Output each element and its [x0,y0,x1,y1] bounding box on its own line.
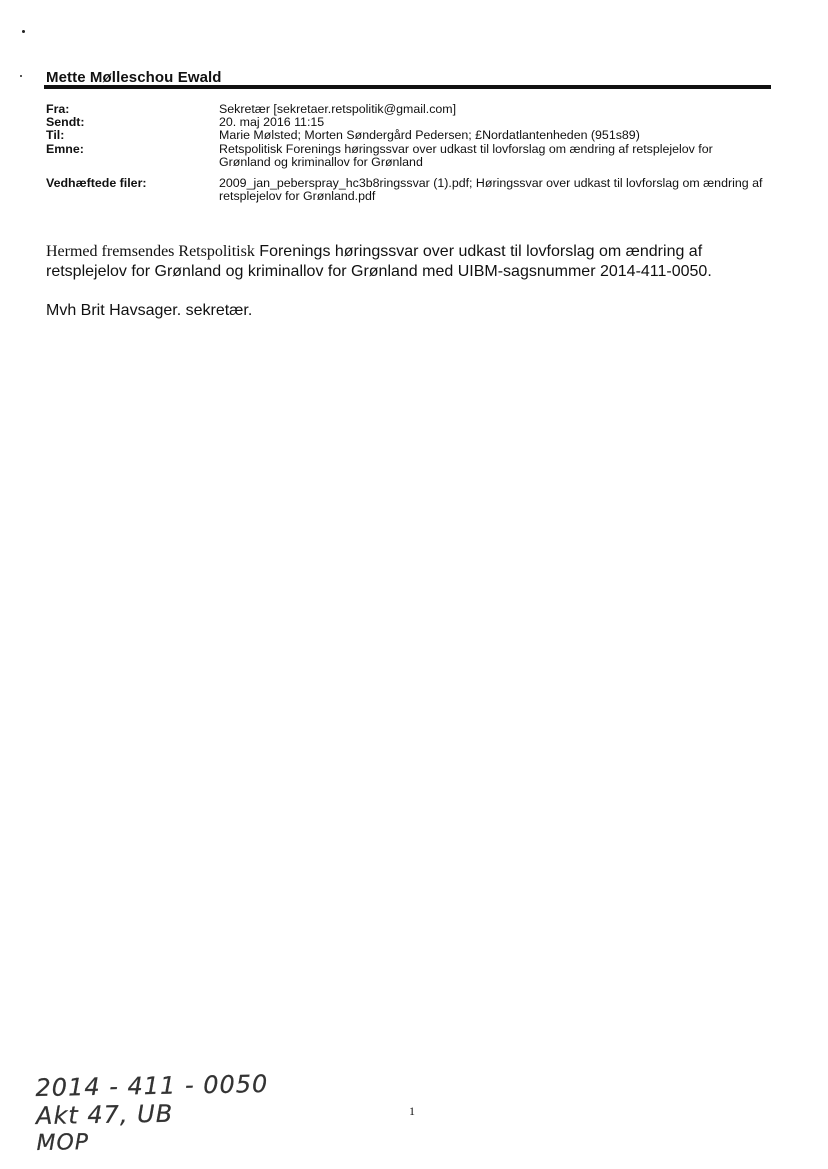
header-row-subject [46,143,766,169]
header-label: Vedhæftede filer: [46,176,147,191]
email-headers [46,103,766,203]
page-number: 1 [409,1104,415,1118]
header-value-sent: 20. maj 2016 11:15 [219,115,325,130]
handwritten-case-number: 2014 - 411 - 0050 [35,1069,269,1103]
handwritten-note [35,1070,269,1158]
sender-name: Mette Mølleschou Ewald [46,69,222,86]
header-label: Emne: [46,141,84,156]
scan-speck [22,30,25,33]
handwritten-initials: MOP [36,1130,90,1157]
body-serif-run: Hermed fremsendes Retspolitisk [46,243,255,260]
email-body [46,242,776,321]
header-row-from [46,103,766,116]
scan-speck [20,75,22,77]
header-value-from: Sekretær [sekretaer.retspolitik@gmail.com] [219,102,457,116]
header-row-attachments [46,177,766,203]
body-paragraph [46,242,776,282]
header-row-to [46,129,766,142]
header-value-to: Marie Mølsted; Morten Søndergård Pedersen; £Nordatlantenheden (951s89) [219,128,640,143]
body-paragraph-rest: Forenings høringssvar over udkast til lovforslag om ændring af retsplejelov for Grønland og kriminallov for Grønland med UIBM-sagsnummer 2014-411-0050. [46,243,712,280]
header-value-attachments: 2009_jan_peberspray_hc3b8ringssvar (1).pdf; Høringssvar over udkast til lovforslag om ændring af retsplejelov for Grønland.pdf [219,176,763,204]
header-label: Fra: [46,102,70,116]
header-value-subject: Retspolitisk Forenings høringssvar over udkast til lovforslag om ændring af retsplejelov for Grønland og kriminallov for Grønland [219,141,713,169]
handwritten-act-number: Akt 47, UB [35,1099,174,1131]
header-label: Sendt: [46,115,85,130]
header-rule [44,85,771,89]
body-signoff: Mvh Brit Havsager. sekretær. [46,302,253,319]
header-label: Til: [46,128,65,143]
